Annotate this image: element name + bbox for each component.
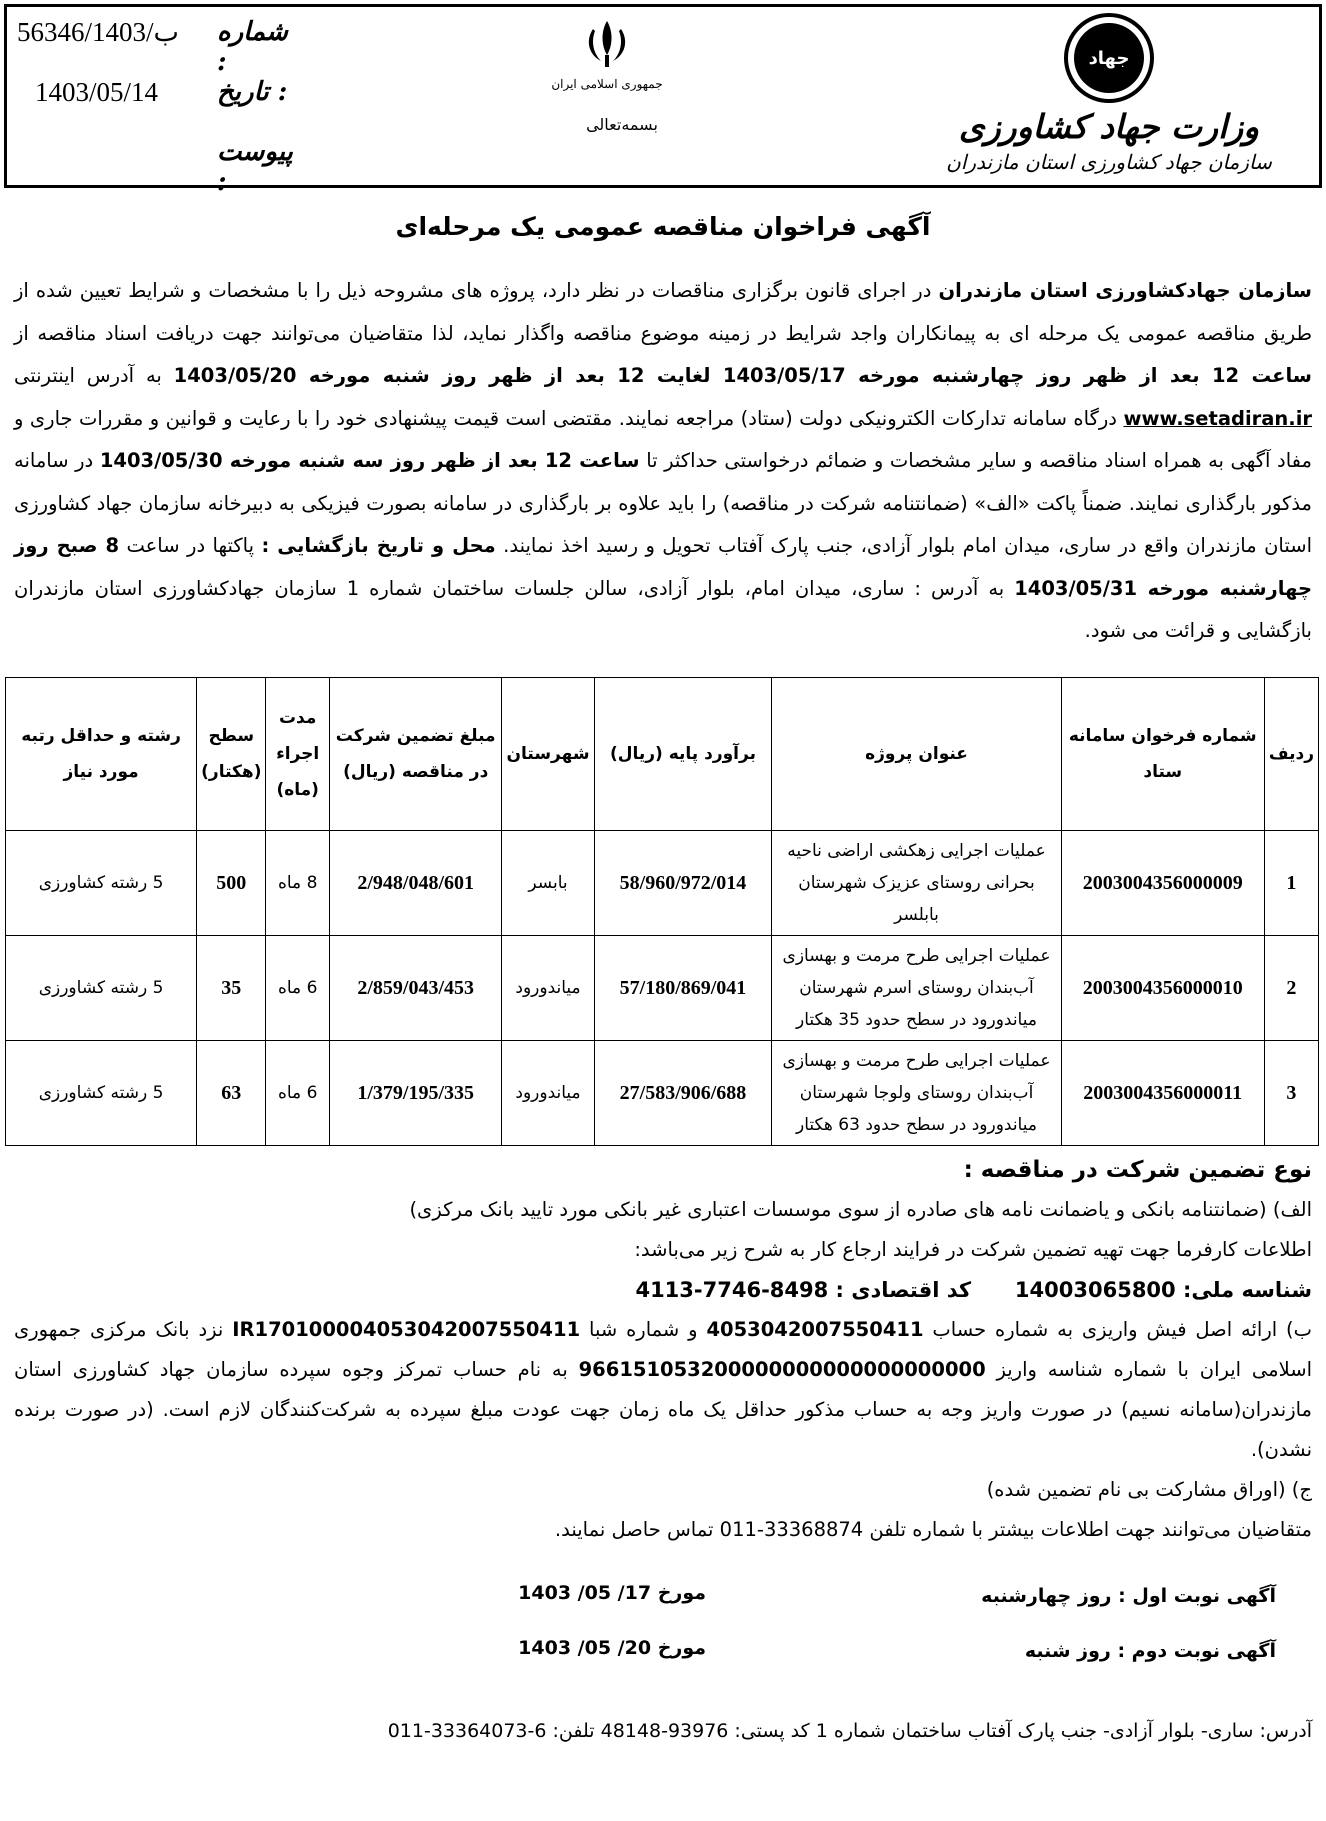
- guarantee-title: نوع تضمین شرکت در مناقصه :: [963, 1157, 1312, 1183]
- col-header: رشته و حداقل رتبه مورد نیاز: [6, 678, 197, 831]
- cell-tender-number: 2003004356000010: [1061, 936, 1264, 1041]
- attachment-label: پیوست :: [217, 137, 293, 197]
- cell-duration: 8 ماه: [266, 831, 329, 936]
- projects-table: [5, 677, 1319, 1146]
- cell-tender-number: 2003004356000009: [1061, 831, 1264, 936]
- first-ad-date: مورخ 17/ 05/ 1403: [518, 1582, 706, 1604]
- doc-period: ساعت 12 بعد از ظهر روز چهارشنبه مورخه 1403/05/17 لغایت 12 بعد از ظهر روز شنبه مورخه 1403/05/20: [173, 364, 1312, 387]
- org-name: سازمان جهادکشاورزی استان مازندران: [938, 279, 1312, 302]
- guarantee-option-a: الف) (ضمانتنامه بانکی و یاضمانت نامه های صادره از سوی موسسات اعتباری غیر بانکی مورد تایید بانک مرکزی): [409, 1198, 1312, 1221]
- submission-deadline: ساعت 12 بعد از ظهر روز سه شنبه مورخه 1403/05/30: [99, 449, 640, 472]
- cell-field-grade: 5 رشته کشاورزی: [6, 831, 197, 936]
- organization-name: سازمان جهاد کشاورزی استان مازندران: [946, 150, 1272, 174]
- guarantee-option-b: [14, 1310, 1312, 1470]
- first-ad-label: آگهی نوبت اول : روز چهارشنبه: [981, 1585, 1276, 1607]
- body-text-2: به آدرس اینترنتی: [14, 364, 174, 387]
- cell-guarantee-amount: 2/859/043/453: [329, 936, 502, 1041]
- cell-city: میاندورود: [502, 936, 594, 1041]
- body-text-5: پاکتها در ساعت: [119, 534, 262, 557]
- national-id: شناسه ملی: 14003065800: [1014, 1278, 1312, 1302]
- letter-meta: [17, 17, 297, 197]
- col-header: شماره فرخوان سامانه ستاد: [1061, 678, 1264, 831]
- cell-row-number: 2: [1264, 936, 1318, 1041]
- option-b-text-1: ب) ارائه اصل فیش واریزی به شماره حساب: [923, 1318, 1313, 1341]
- setad-link[interactable]: www.setadiran.ir: [1123, 406, 1312, 430]
- table-row: [6, 831, 1319, 936]
- ministry-name: وزارت جهاد کشاورزی: [958, 107, 1260, 146]
- cell-row-number: 1: [1264, 831, 1318, 936]
- col-header: مدت اجراء (ماه): [266, 678, 329, 831]
- second-ad-date: مورخ 20/ 05/ 1403: [518, 1637, 706, 1659]
- cell-area: 500: [197, 831, 266, 936]
- cell-guarantee-amount: 1/379/195/335: [329, 1041, 502, 1146]
- notice-body: [14, 270, 1312, 653]
- cell-area: 63: [197, 1041, 266, 1146]
- cell-field-grade: 5 رشته کشاورزی: [6, 936, 197, 1041]
- cell-base-estimate: 58/960/972/014: [594, 831, 772, 936]
- letter-date: 1403/05/14: [35, 77, 159, 107]
- cell-field-grade: 5 رشته کشاورزی: [6, 1041, 197, 1146]
- emblem-caption: جمهوری اسلامی ایران: [551, 77, 663, 91]
- opening-time: 8 صبح روز چهارشنبه مورخه 1403/05/31: [14, 534, 1313, 600]
- cell-project-title: عملیات اجرایی طرح مرمت و بهسازی آب‌بندان روستای اسرم شهرستان میاندورود در سطح حدود 35 هکتار: [772, 936, 1061, 1041]
- deposit-id: 966151053200000000000000000000: [578, 1358, 986, 1381]
- table-header-row: [6, 678, 1319, 831]
- letter-number-label: شماره :: [217, 17, 288, 77]
- col-header: عنوان پروژه: [772, 678, 1061, 831]
- cell-row-number: 3: [1264, 1041, 1318, 1146]
- second-ad-label: آگهی نوبت دوم : روز شنبه: [1024, 1640, 1276, 1662]
- jahad-logo: [1064, 13, 1154, 103]
- cell-guarantee-amount: 2/948/048/601: [329, 831, 502, 936]
- account-number: 4053042007550411: [706, 1318, 924, 1341]
- cell-city: بابسر: [502, 831, 594, 936]
- ministry-block: [929, 13, 1289, 174]
- option-b-text-4: به نام حساب تمرکز وجوه سپرده سازمان جهاد کشاورزی استان مازندران(سامانه نسیم) در صورت واریز وجه به حساب مذکور حداقل یک ماه زمان جهت عودت مبلغ سپرده به شرکت‌کنندگان لازم است. (در صورت برنده نشدن).: [14, 1358, 1312, 1461]
- cell-duration: 6 ماه: [266, 1041, 329, 1146]
- col-header: سطح (هکتار): [197, 678, 266, 831]
- employer-ids: [14, 1270, 1312, 1310]
- col-header: ردیف: [1264, 678, 1318, 831]
- letterhead: [4, 4, 1322, 197]
- guarantee-section: [14, 1150, 1312, 1550]
- contact-line: متقاضیان می‌توانند جهت اطلاعات بیشتر با شماره تلفن 33368874-011 تماس حاصل نمایند.: [554, 1518, 1312, 1541]
- cell-tender-number: 2003004356000011: [1061, 1041, 1264, 1146]
- sheba-number: IR170100004053042007550411: [232, 1318, 581, 1341]
- iran-emblem: [547, 15, 667, 91]
- body-text-4: در سامانه مذکور بارگذاری نمایند. ضمناً پاکت «الف» (ضمانتنامه شرکت در مناقصه) را باید علاوه بر بارگذاری در سامانه بصورت فیزیکی به دبیرخانه سازمان جهاد کشاورزی استان مازندران واقع در ساری، میدان امام بلوار آزادی، جنب پارک آفتاب تحویل و رسید اخذ نمایند.: [14, 449, 1312, 557]
- footer-address: آدرس: ساری- بلوار آزادی- جنب پارک آفتاب ساختمان شماره 1 کد پستی: 93976-48148 تلفن: 6-33364073-011: [387, 1720, 1312, 1742]
- cell-base-estimate: 57/180/869/041: [594, 936, 772, 1041]
- cell-duration: 6 ماه: [266, 936, 329, 1041]
- table-row: [6, 936, 1319, 1041]
- economic-code: کد اقتصادی : 8498-7746-4113: [635, 1278, 972, 1302]
- iran-emblem-icon: [579, 15, 635, 71]
- letter-date-label: تاریخ :: [217, 77, 288, 107]
- opening-label: محل و تاریخ بازگشایی :: [261, 534, 496, 557]
- col-header: مبلغ تضمین شرکت در مناقصه (ریال): [329, 678, 502, 831]
- cell-area: 35: [197, 936, 266, 1041]
- cell-project-title: عملیات اجرایی طرح مرمت و بهسازی آب‌بندان روستای ولوجا شهرستان میاندورود در سطح حدود 63 هکتار: [772, 1041, 1061, 1146]
- cell-base-estimate: 27/583/906/688: [594, 1041, 772, 1146]
- col-header: شهرستان: [502, 678, 594, 831]
- body-text-6: به آدرس : ساری، میدان امام، بلوار آزادی، سالن جلسات ساختمان شماره 1 سازمان جهادکشاورزی استان مازندران بازگشایی و قرائت می شود.: [14, 576, 1312, 642]
- cell-project-title: عملیات اجرایی زهکشی اراضی ناحیه بحرانی روستای عزیزک شهرستان بابلسر: [772, 831, 1061, 936]
- col-header: برآورد پایه (ریال): [594, 678, 772, 831]
- option-b-text-2: و شماره شبا: [580, 1318, 707, 1341]
- jahad-logo-text: جهاد: [1074, 23, 1144, 93]
- body-text-1: در اجرای قانون برگزاری مناقصات در نظر دارد، پروژه های مشروحه ذیل را با مشخصات و شرایط تعیین شده از طریق مناقصه عمومی یک مرحله ای به پیمانکاران واجد شرایط در زمینه موضوع مناقصه واگذار نماید، لذا متقاضیان می‌توانند جهت دریافت اسناد مناقصه از: [14, 279, 1312, 345]
- letter-number: 56346/ب/1403: [17, 17, 179, 47]
- bismillah: بسمه‌تعالی: [586, 115, 658, 134]
- table-row: [6, 1041, 1319, 1146]
- option-b-text-3: نزد بانک مرکزی جمهوری اسلامی ایران با شماره شناسه واریز: [14, 1318, 1313, 1381]
- body-text-3: درگاه سامانه تدارکات الکترونیکی دولت (ستاد) مراجعه نمایند. مقتضی است قیمت پیشنهادی خود را با رعایت و قوانین و مقررات جاری و مفاد آگهی به همراه اسناد مناقصه و سایر مشخصات و ضمائم درخواستی حداکثر تا: [14, 406, 1312, 472]
- cell-city: میاندورود: [502, 1041, 594, 1146]
- notice-title: آگهی فراخوان مناقصه عمومی یک مرحله‌ای: [395, 212, 931, 241]
- guarantee-option-c: ج) (اوراق مشارکت بی نام تضمین شده): [986, 1478, 1312, 1501]
- employer-info: اطلاعات کارفرما جهت تهیه تضمین شرکت در فرایند ارجاع کار به شرح زیر می‌باشد:: [634, 1238, 1312, 1261]
